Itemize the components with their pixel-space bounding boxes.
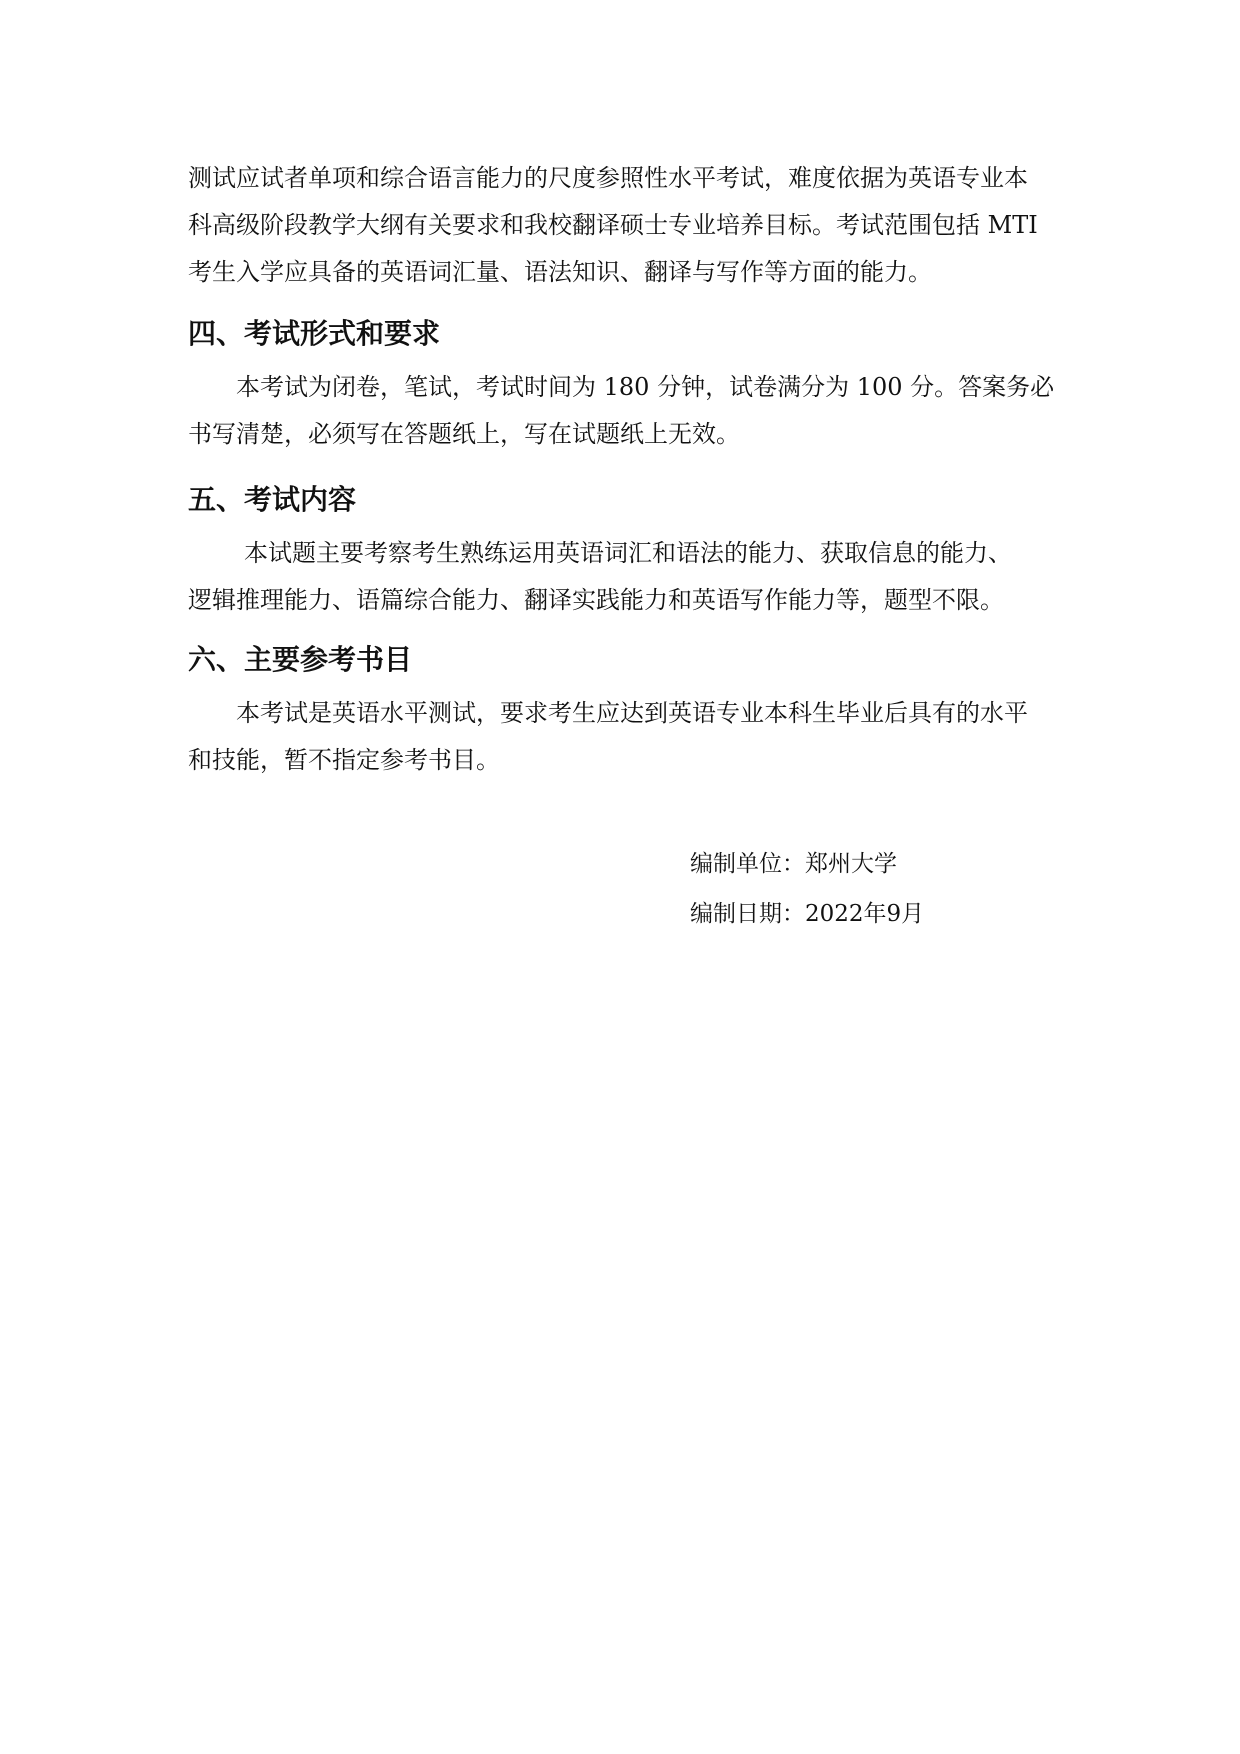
section-heading-exam-content: 五、考试内容 — [188, 483, 357, 516]
references-line-1: 本考试是英语水平测试，要求考生应达到英语专业本科生毕业后具有的水平 — [236, 699, 1028, 727]
intro-paragraph — [188, 155, 1066, 296]
section-heading-exam-format: 四、考试形式和要求 — [188, 317, 441, 350]
exam-content-line-1: 本试题主要考察考生熟练运用英语词汇和语法的能力、获取信息的能力、 — [244, 539, 1012, 567]
intro-line-1: 测试应试者单项和综合语言能力的尺度参照性水平考试，难度依据为英语专业本 — [188, 164, 1028, 192]
intro-line-2: 科高级阶段教学大纲有关要求和我校翻译硕士专业培养目标。考试范围包括 MTI — [188, 211, 1038, 239]
exam-format-line-1: 本考试为闭卷，笔试，考试时间为 180 分钟，试卷满分为 100 分。答案务必 — [236, 373, 1055, 401]
section-heading-references: 六、主要参考书目 — [188, 643, 413, 676]
exam-content-paragraph — [188, 530, 1066, 624]
intro-line-3: 考生入学应具备的英语词汇量、语法知识、翻译与写作等方面的能力。 — [188, 258, 932, 286]
references-line-2: 和技能，暂不指定参考书目。 — [188, 746, 500, 774]
exam-format-line-2: 书写清楚，必须写在答题纸上，写在试题纸上无效。 — [188, 420, 740, 448]
exam-format-paragraph — [188, 364, 1066, 458]
exam-content-line-2: 逻辑推理能力、语篇综合能力、翻译实践能力和英语写作能力等，题型不限。 — [188, 586, 1004, 614]
compiled-by-unit: 编制单位：郑州大学 — [690, 851, 897, 877]
compiled-date: 编制日期：2022年9月 — [690, 901, 925, 927]
references-paragraph — [188, 690, 1066, 784]
